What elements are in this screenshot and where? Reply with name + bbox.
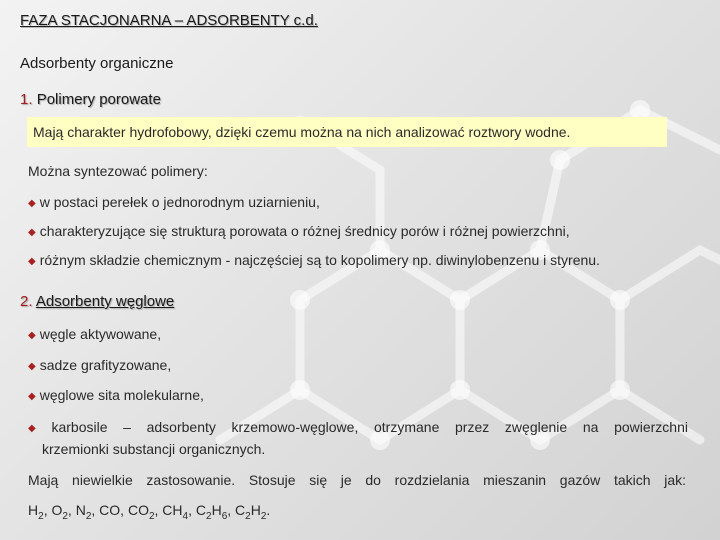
list-item-text: sadze grafityzowane, bbox=[39, 357, 172, 373]
paragraph-usage: Mają niewielkie zastosowanie. Stosuje się je do rozdzielania mieszanin gazów takich jak: bbox=[28, 472, 686, 488]
list-item-continuation: krzemionki substancji organicznych. bbox=[42, 441, 266, 457]
list-item bbox=[28, 326, 161, 342]
diamond-bullet-icon: ◆ bbox=[28, 227, 36, 238]
diamond-bullet-icon: ◆ bbox=[28, 423, 48, 434]
list-item bbox=[28, 223, 570, 239]
list-item-text: karbosile – adsorbenty krzemowo-węglowe, otrzymane przez zwęglenie na powierzchni bbox=[51, 419, 688, 435]
list-item bbox=[28, 194, 320, 210]
section-heading-carbon bbox=[20, 293, 174, 310]
gas-formula: $H_2$, bbox=[28, 502, 52, 522]
gas-formula: $C_2H_6$, bbox=[195, 502, 236, 522]
diamond-bullet-icon: ◆ bbox=[28, 361, 36, 372]
list-item-text: w postaci perełek o jednorodnym uziarnieniu, bbox=[39, 194, 320, 210]
subtitle: Adsorbenty organiczne bbox=[20, 55, 174, 72]
gas-formula: CO, bbox=[99, 502, 128, 518]
list-item-text: charakteryzujące się strukturą porowata o różnej średnicy porów i różnej powierzchni, bbox=[39, 223, 570, 239]
diamond-bullet-icon: ◆ bbox=[28, 391, 36, 402]
highlighted-note: Mają charakter hydrofobowy, dzięki czemu można na nich analizować roztwory wodne. bbox=[27, 117, 667, 147]
gas-formula: $CO_2$, bbox=[127, 502, 163, 522]
list-item-text: węglowe sita molekularne, bbox=[39, 387, 204, 403]
slide-title: FAZA STACJONARNA – ADSORBENTY c.d. bbox=[20, 12, 318, 29]
list-item bbox=[28, 387, 204, 403]
list-item bbox=[28, 357, 171, 373]
gas-formula: $O_2$, bbox=[51, 502, 76, 522]
diamond-bullet-icon: ◆ bbox=[28, 256, 36, 267]
section-number: 1. bbox=[20, 91, 33, 108]
section-heading-polymers bbox=[20, 91, 161, 108]
list-item bbox=[28, 252, 600, 268]
diamond-bullet-icon: ◆ bbox=[28, 330, 36, 341]
gas-formula: $C_2H_2$. bbox=[235, 502, 271, 522]
gas-formula: $CH_4$, bbox=[162, 502, 196, 522]
paragraph-synthesis: Można syntezować polimery: bbox=[28, 163, 208, 179]
list-item-text: różnym składzie chemicznym - najczęściej są to kopolimery np. diwinylobenzenu i styrenu. bbox=[39, 252, 600, 268]
gas-formula-list bbox=[28, 502, 270, 522]
section-label: Polimery porowate bbox=[36, 91, 161, 108]
section-label: Adsorbenty węglowe bbox=[35, 293, 175, 310]
list-item-text: węgle aktywowane, bbox=[39, 326, 162, 342]
gas-formula: $N_2$, bbox=[75, 502, 100, 522]
section-number: 2. bbox=[20, 293, 33, 310]
diamond-bullet-icon: ◆ bbox=[28, 198, 36, 209]
